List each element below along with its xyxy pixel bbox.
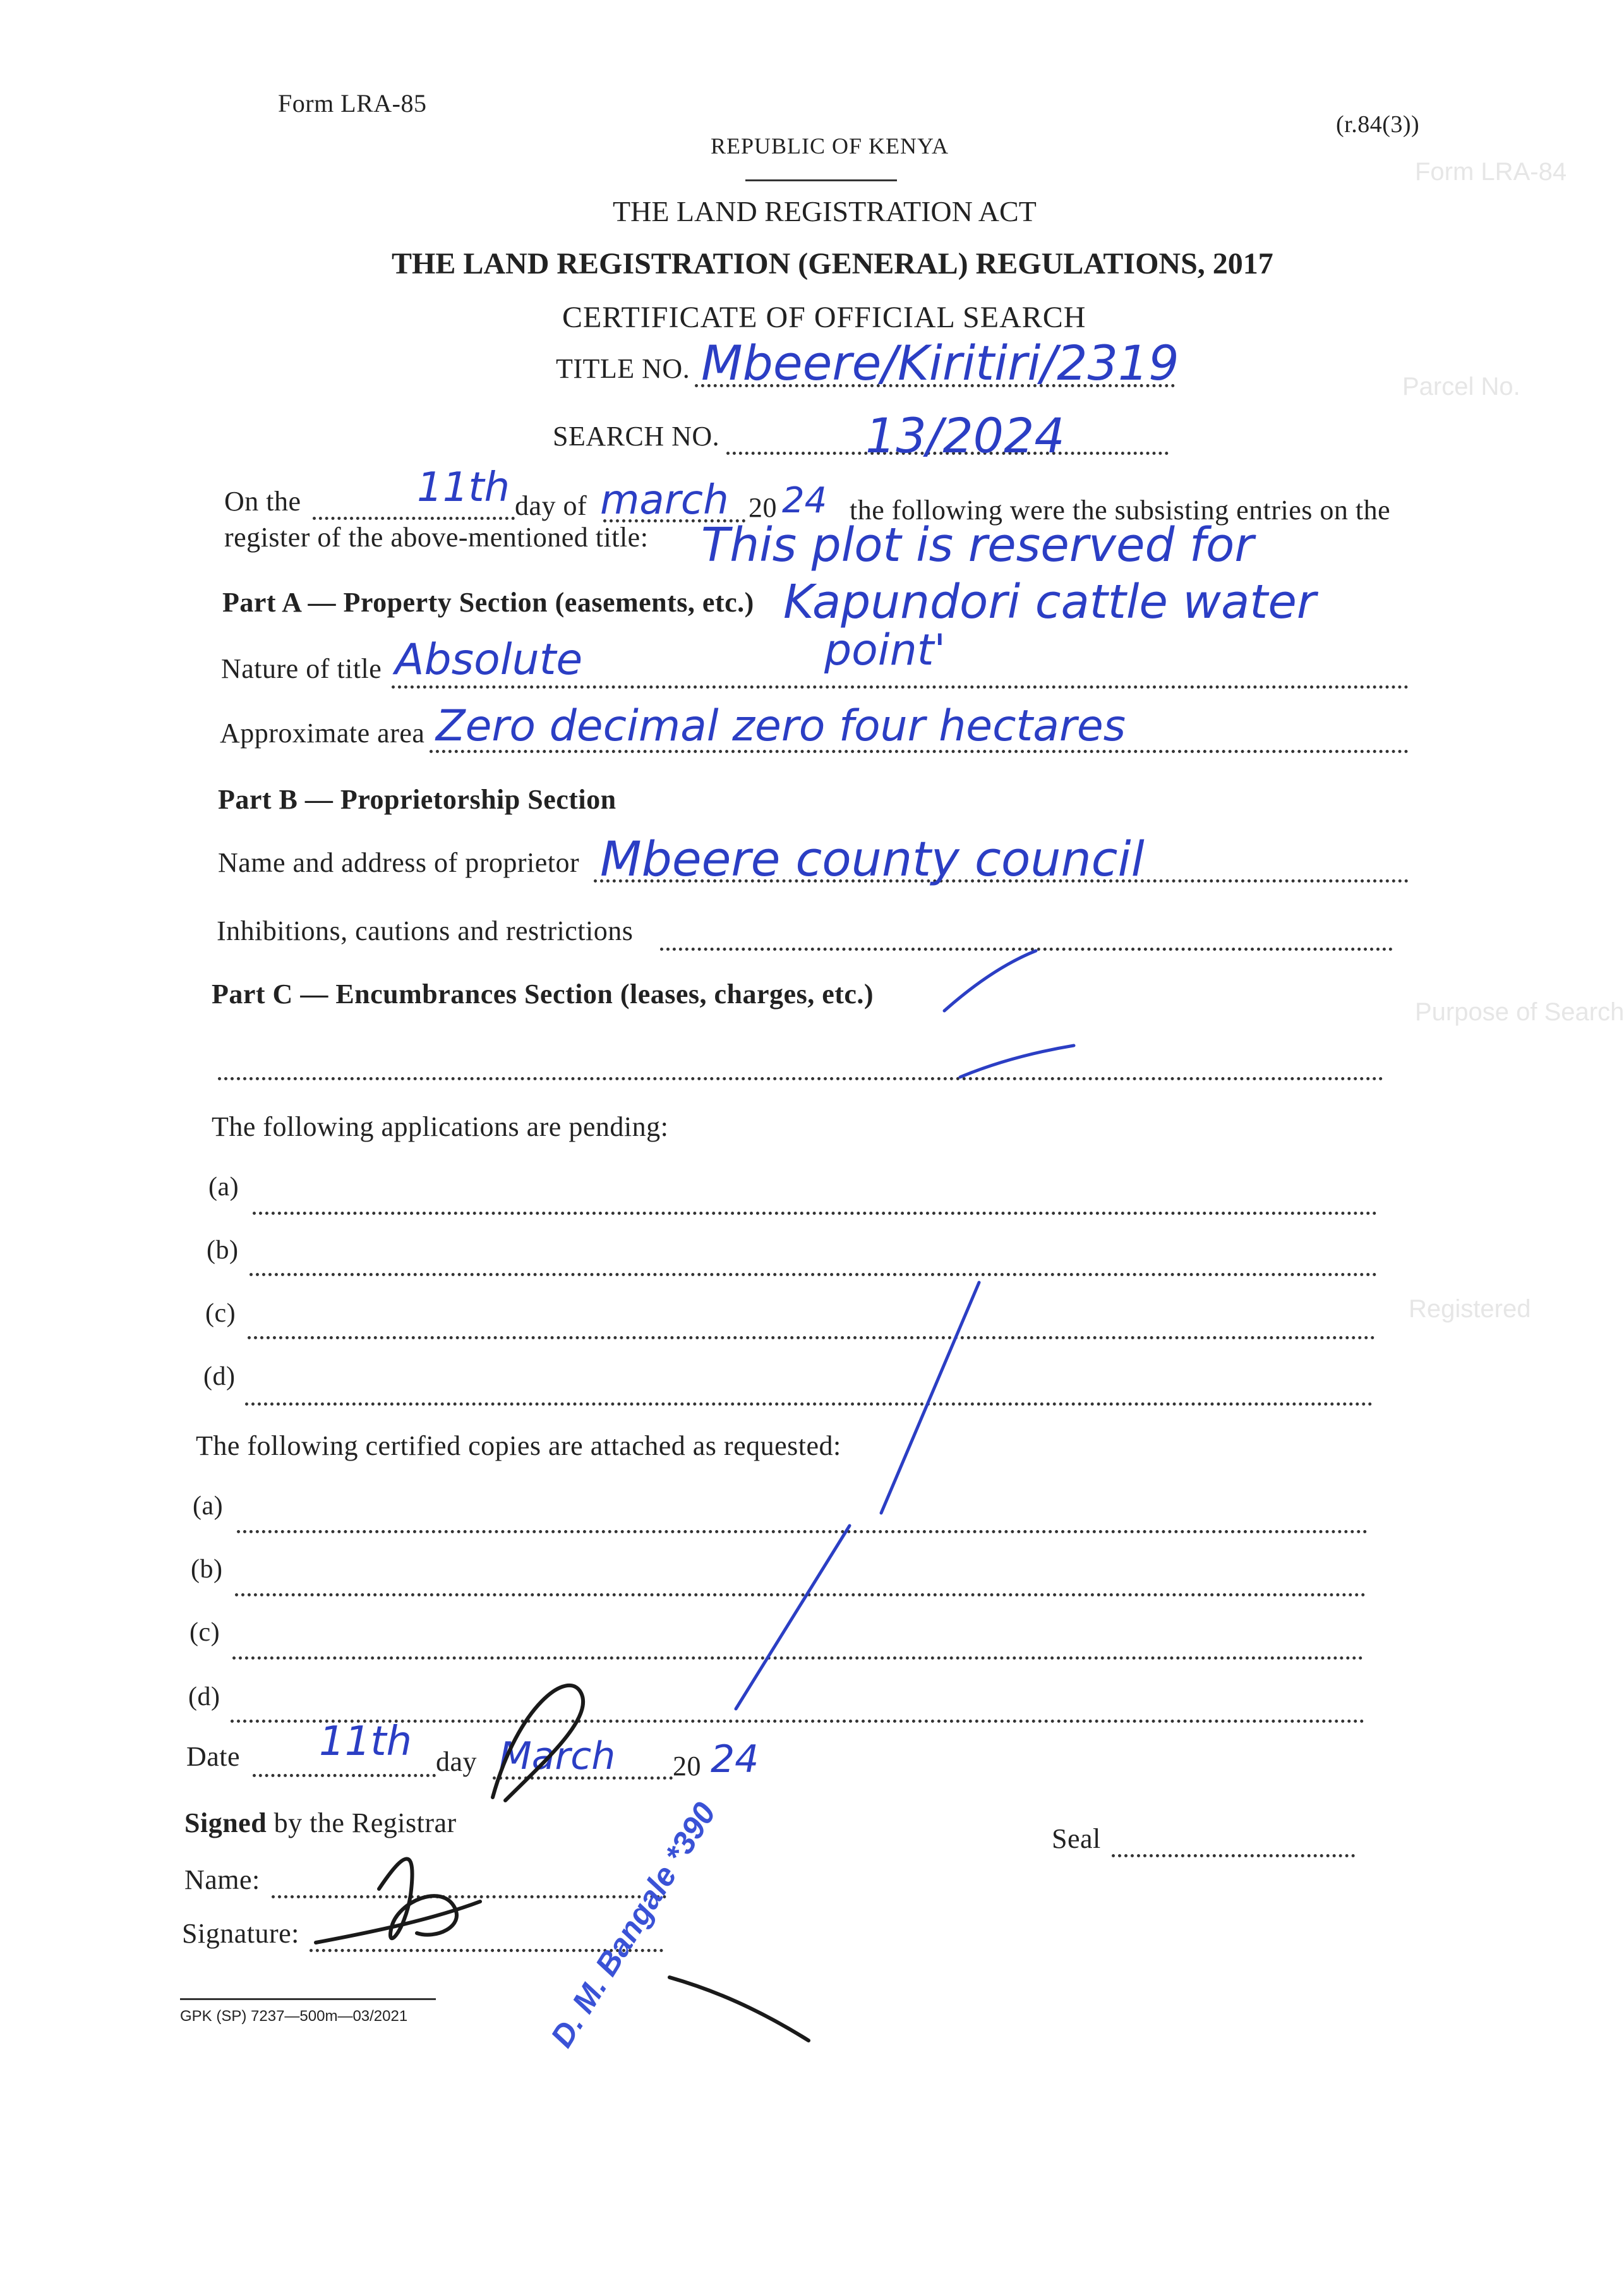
show-through-text: Parcel No. — [1402, 373, 1520, 401]
rule-reference: (r.84(3)) — [1336, 111, 1420, 138]
remark-line-2: Kapundori cattle water — [783, 575, 1316, 629]
remark-line-1: This plot is reserved for — [701, 518, 1254, 572]
date-year-value: 24 — [711, 1737, 759, 1782]
date-year-prefix: 20 — [673, 1751, 701, 1782]
remark-line-3: point' — [824, 625, 946, 675]
pending-item-c-label: (c) — [205, 1299, 236, 1328]
part-a-heading: Part A — Property Section (easements, etc.) — [222, 587, 754, 618]
on-the-label: On the — [224, 486, 301, 517]
day-value: 11th — [417, 464, 510, 511]
pending-applications-label: The following applications are pending: — [212, 1111, 669, 1142]
regulations-heading: THE LAND REGISTRATION (GENERAL) REGULATIONS, 2017 — [392, 247, 1273, 280]
month-value: march — [600, 477, 729, 524]
printer-reference: GPK (SP) 7237—500m—03/2021 — [180, 2008, 408, 2025]
following-text: the following were the subsisting entries on the — [850, 495, 1391, 526]
title-no-value: Mbeere/Kiritiri/2319 — [701, 335, 1179, 391]
cancel-stroke-copies — [736, 1526, 850, 1709]
date-month-value: March — [499, 1734, 616, 1778]
register-text: register of the above-mentioned title: — [224, 522, 649, 553]
signature-stroke — [493, 1685, 583, 1800]
certificate-heading: CERTIFICATE OF OFFICIAL SEARCH — [562, 301, 1086, 334]
approx-area-value: Zero decimal zero four hectares — [436, 701, 1126, 751]
nature-of-title-value: Absolute — [395, 635, 583, 685]
seal-label: Seal — [1052, 1823, 1101, 1854]
registrar-signature-label: Signature: — [182, 1918, 299, 1949]
year-value: 24 — [782, 480, 827, 521]
date-label: Date — [186, 1741, 241, 1772]
proprietor-value: Mbeere county council — [600, 831, 1145, 887]
show-through-text: Form LRA-84 — [1415, 158, 1567, 186]
pending-item-b-label: (b) — [207, 1236, 239, 1265]
nature-of-title-label: Nature of title — [221, 653, 382, 684]
registrar-signature — [316, 1685, 809, 2041]
signature-stroke — [670, 1977, 809, 2041]
pending-item-a-label: (a) — [208, 1173, 239, 1202]
year-prefix: 20 — [749, 492, 777, 523]
show-through-text: Registered — [1409, 1295, 1531, 1323]
copies-item-c-label: (c) — [189, 1618, 220, 1647]
date-day-label: day — [436, 1746, 478, 1777]
show-through-text: Purpose of Search — [1415, 998, 1624, 1026]
officer-stamp: D. M. Bangale *390 — [543, 1796, 723, 2054]
signed-bold: Signed — [184, 1807, 267, 1838]
act-heading: THE LAND REGISTRATION ACT — [613, 195, 1037, 227]
form-number: Form LRA-85 — [278, 89, 427, 118]
proprietor-label: Name and address of proprietor — [218, 847, 580, 878]
day-of-label: day of — [515, 490, 587, 521]
signed-rest: by the Registrar — [267, 1807, 457, 1838]
date-day-value: 11th — [319, 1718, 412, 1765]
part-c-heading: Part C — Encumbrances Section (leases, charges, etc.) — [212, 979, 874, 1010]
search-no-label: SEARCH NO. — [553, 421, 720, 452]
part-b-heading: Part B — Proprietorship Section — [218, 784, 617, 815]
cancel-stroke-inhibitions — [944, 951, 1036, 1011]
approx-area-label: Approximate area — [220, 718, 425, 749]
cancel-stroke-part-c — [960, 1046, 1074, 1077]
inhibitions-label: Inhibitions, cautions and restrictions — [217, 915, 634, 946]
title-no-label: TITLE NO. — [556, 353, 690, 384]
pending-item-d-label: (d) — [203, 1362, 236, 1391]
copies-item-d-label: (d) — [188, 1682, 220, 1711]
copies-item-b-label: (b) — [191, 1555, 223, 1584]
certified-copies-label: The following certified copies are attached as requested: — [196, 1430, 841, 1461]
copies-item-a-label: (a) — [193, 1492, 224, 1521]
cancellation-strokes — [736, 951, 1074, 1709]
republic-heading: REPUBLIC OF KENYA — [711, 133, 949, 159]
registrar-name-label: Name: — [184, 1864, 260, 1895]
search-no-value: 13/2024 — [865, 407, 1065, 464]
cancel-stroke-pending — [881, 1282, 979, 1513]
